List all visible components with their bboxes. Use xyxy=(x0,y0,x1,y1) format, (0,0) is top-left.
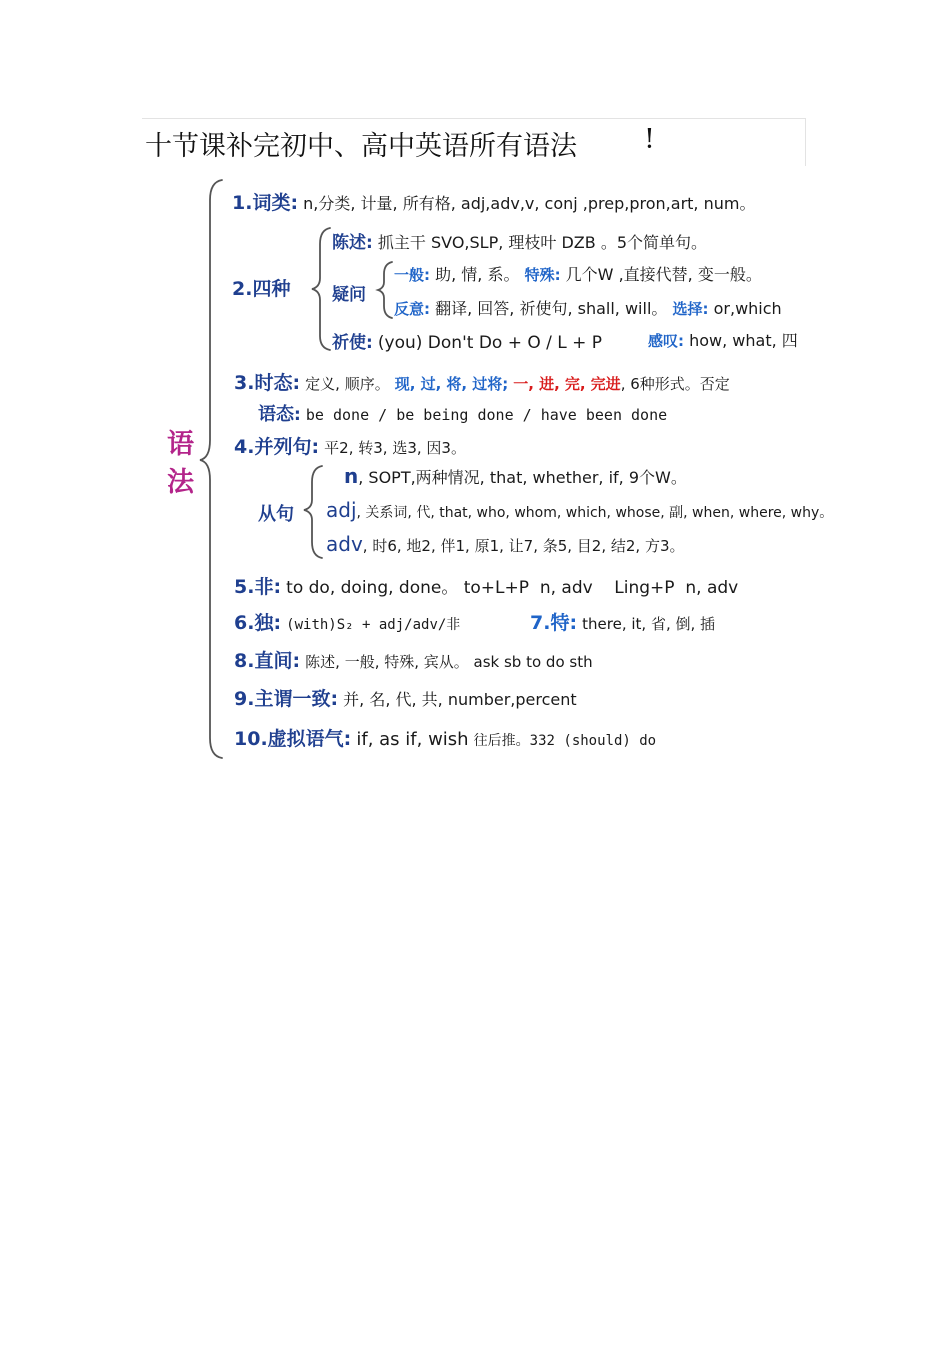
page-title: 十节课补完初中、高中英语所有语法 xyxy=(145,131,577,162)
item-8-row xyxy=(234,646,593,673)
item-10-text-2: 往后推。332 (should) do xyxy=(473,733,657,749)
tag-question-row xyxy=(394,296,782,319)
tag-question-label: 反意 xyxy=(394,300,425,318)
voice-text: be done / be being done / have been done xyxy=(305,406,668,424)
exclamatory-label: 感叹 xyxy=(648,332,679,350)
general-question-colon: : xyxy=(424,266,431,284)
four-types-brace xyxy=(312,228,330,350)
choice-question-text: or,which xyxy=(713,299,782,318)
item-1-text: n,分类, 计量, 所有格, adj,adv,v, conj ,prep,pron,art, num。 xyxy=(303,194,756,213)
special-question-label: 特殊 xyxy=(524,266,555,284)
declarative-label: 陈述 xyxy=(332,233,366,253)
tag-question-colon: : xyxy=(424,300,431,318)
tag-question-text: 翻译, 回答, 祈使句, shall, will。 xyxy=(435,299,668,318)
item-8-text: 陈述, 一般, 特殊, 宾从。 ask sb to do sth xyxy=(305,653,593,671)
item-9-label: 9.主谓一致 xyxy=(234,688,331,710)
declarative-colon: : xyxy=(366,233,373,253)
item-7-row xyxy=(530,608,715,635)
voice-colon: : xyxy=(294,405,301,425)
voice-row xyxy=(258,400,667,426)
tense-future: 将, xyxy=(446,375,468,393)
main-brace xyxy=(200,180,222,758)
general-question-row xyxy=(394,262,762,285)
adjective-clause-tag: adj xyxy=(326,498,357,522)
exclamatory-text: how, what, 四 xyxy=(689,331,798,350)
item-7-label: 7.特 xyxy=(530,612,570,634)
general-question-label: 一般 xyxy=(394,266,425,284)
item-9-row xyxy=(234,684,577,711)
item-7-colon: : xyxy=(569,612,578,634)
adverb-clause-tag: adv xyxy=(326,532,363,556)
root-char-2: 法 xyxy=(167,467,194,498)
item-5-colon: : xyxy=(273,576,282,598)
item-4-label: 4.并列句 xyxy=(234,436,312,458)
item-1-row xyxy=(232,188,755,215)
root-char-1: 语 xyxy=(167,429,194,460)
aspect-perfect-progressive: 完进 xyxy=(590,375,621,393)
exclamatory-colon: : xyxy=(678,332,685,350)
item-3-colon: : xyxy=(292,372,301,394)
declarative-row xyxy=(332,228,707,253)
item-1-colon: : xyxy=(290,192,299,214)
item-6-colon: : xyxy=(273,612,282,634)
tense-present: 现, xyxy=(394,375,416,393)
aspect-perfect: 完, xyxy=(564,375,586,393)
choice-question-label: 选择 xyxy=(672,300,703,318)
imperative-row xyxy=(332,328,602,353)
interrogative-brace xyxy=(378,262,392,318)
noun-clause-text: , SOPT,两种情况, that, whether, if, 9个W。 xyxy=(358,468,687,487)
item-6-label: 6.独 xyxy=(234,612,274,634)
item-3-text-1: 定义, 顺序。 xyxy=(305,375,390,393)
noun-clause-tag: n xyxy=(344,464,359,488)
adverb-clause-row xyxy=(326,532,685,556)
exclamatory-row xyxy=(648,328,798,351)
item-4-row xyxy=(234,432,466,459)
declarative-text: 抓主干 SVO,SLP, 理枝叶 DZB 。5个简单句。 xyxy=(377,233,707,252)
imperative-label: 祈使 xyxy=(332,333,366,353)
special-question-text: 几个W ,直接代替, 变一般。 xyxy=(565,265,762,284)
title-exclamation: ! xyxy=(644,124,655,155)
item-10-colon: : xyxy=(343,728,352,750)
item-2-label: 2.四种 xyxy=(232,278,291,300)
item-3-row xyxy=(234,368,730,395)
item-8-colon: : xyxy=(292,650,301,672)
adjective-clause-text: , 关系词, 代, that, who, whom, which, whose, 副, when, where, why。 xyxy=(356,505,834,521)
interrogative-label: 疑问 xyxy=(332,285,366,305)
item-8-label: 8.直间 xyxy=(234,650,293,672)
adjective-clause-row xyxy=(326,498,833,522)
clause-label: 从句 xyxy=(258,504,294,525)
item-3-label: 3.时态 xyxy=(234,372,293,394)
item-9-colon: : xyxy=(330,688,339,710)
choice-question-colon: : xyxy=(702,300,709,318)
special-question-colon: : xyxy=(554,266,561,284)
aspect-simple: 一, xyxy=(513,375,534,393)
item-4-colon: : xyxy=(311,436,320,458)
item-3-text-2: , 6种形式。否定 xyxy=(620,375,730,393)
voice-label: 语态 xyxy=(258,404,294,425)
item-4-text: 平2, 转3, 选3, 因3。 xyxy=(324,439,466,457)
tense-past: 过, xyxy=(420,375,442,393)
item-9-text: 并, 名, 代, 共, number,percent xyxy=(343,690,577,709)
item-5-text: to do, doing, done。 to+L+P n, adv Ling+P n, adv xyxy=(286,578,739,598)
item-10-label: 10.虚拟语气 xyxy=(234,728,344,750)
adverb-clause-text: , 时6, 地2, 伴1, 原1, 让7, 条5, 目2, 结2, 方3。 xyxy=(362,537,685,555)
general-question-text: 助, 情, 系。 xyxy=(435,265,520,284)
item-10-row xyxy=(234,724,656,751)
item-7-text: there, it, 省, 倒, 插 xyxy=(582,615,716,633)
noun-clause-row xyxy=(344,464,687,488)
item-10-text-1: if, as if, wish xyxy=(356,729,469,750)
item-6-row xyxy=(234,608,460,635)
item-5-label: 5.非 xyxy=(234,576,274,598)
tense-past-future: 过将; xyxy=(472,375,509,393)
item-6-text: (with)S₂ + adj/adv/非 xyxy=(286,617,461,633)
item-1-label: 1.词类 xyxy=(232,192,291,214)
imperative-colon: : xyxy=(366,333,373,353)
aspect-progressive: 进, xyxy=(539,375,560,393)
item-5-row xyxy=(234,572,738,599)
imperative-text: (you) Don't Do + O / L + P xyxy=(377,333,603,353)
clause-brace xyxy=(304,466,322,558)
